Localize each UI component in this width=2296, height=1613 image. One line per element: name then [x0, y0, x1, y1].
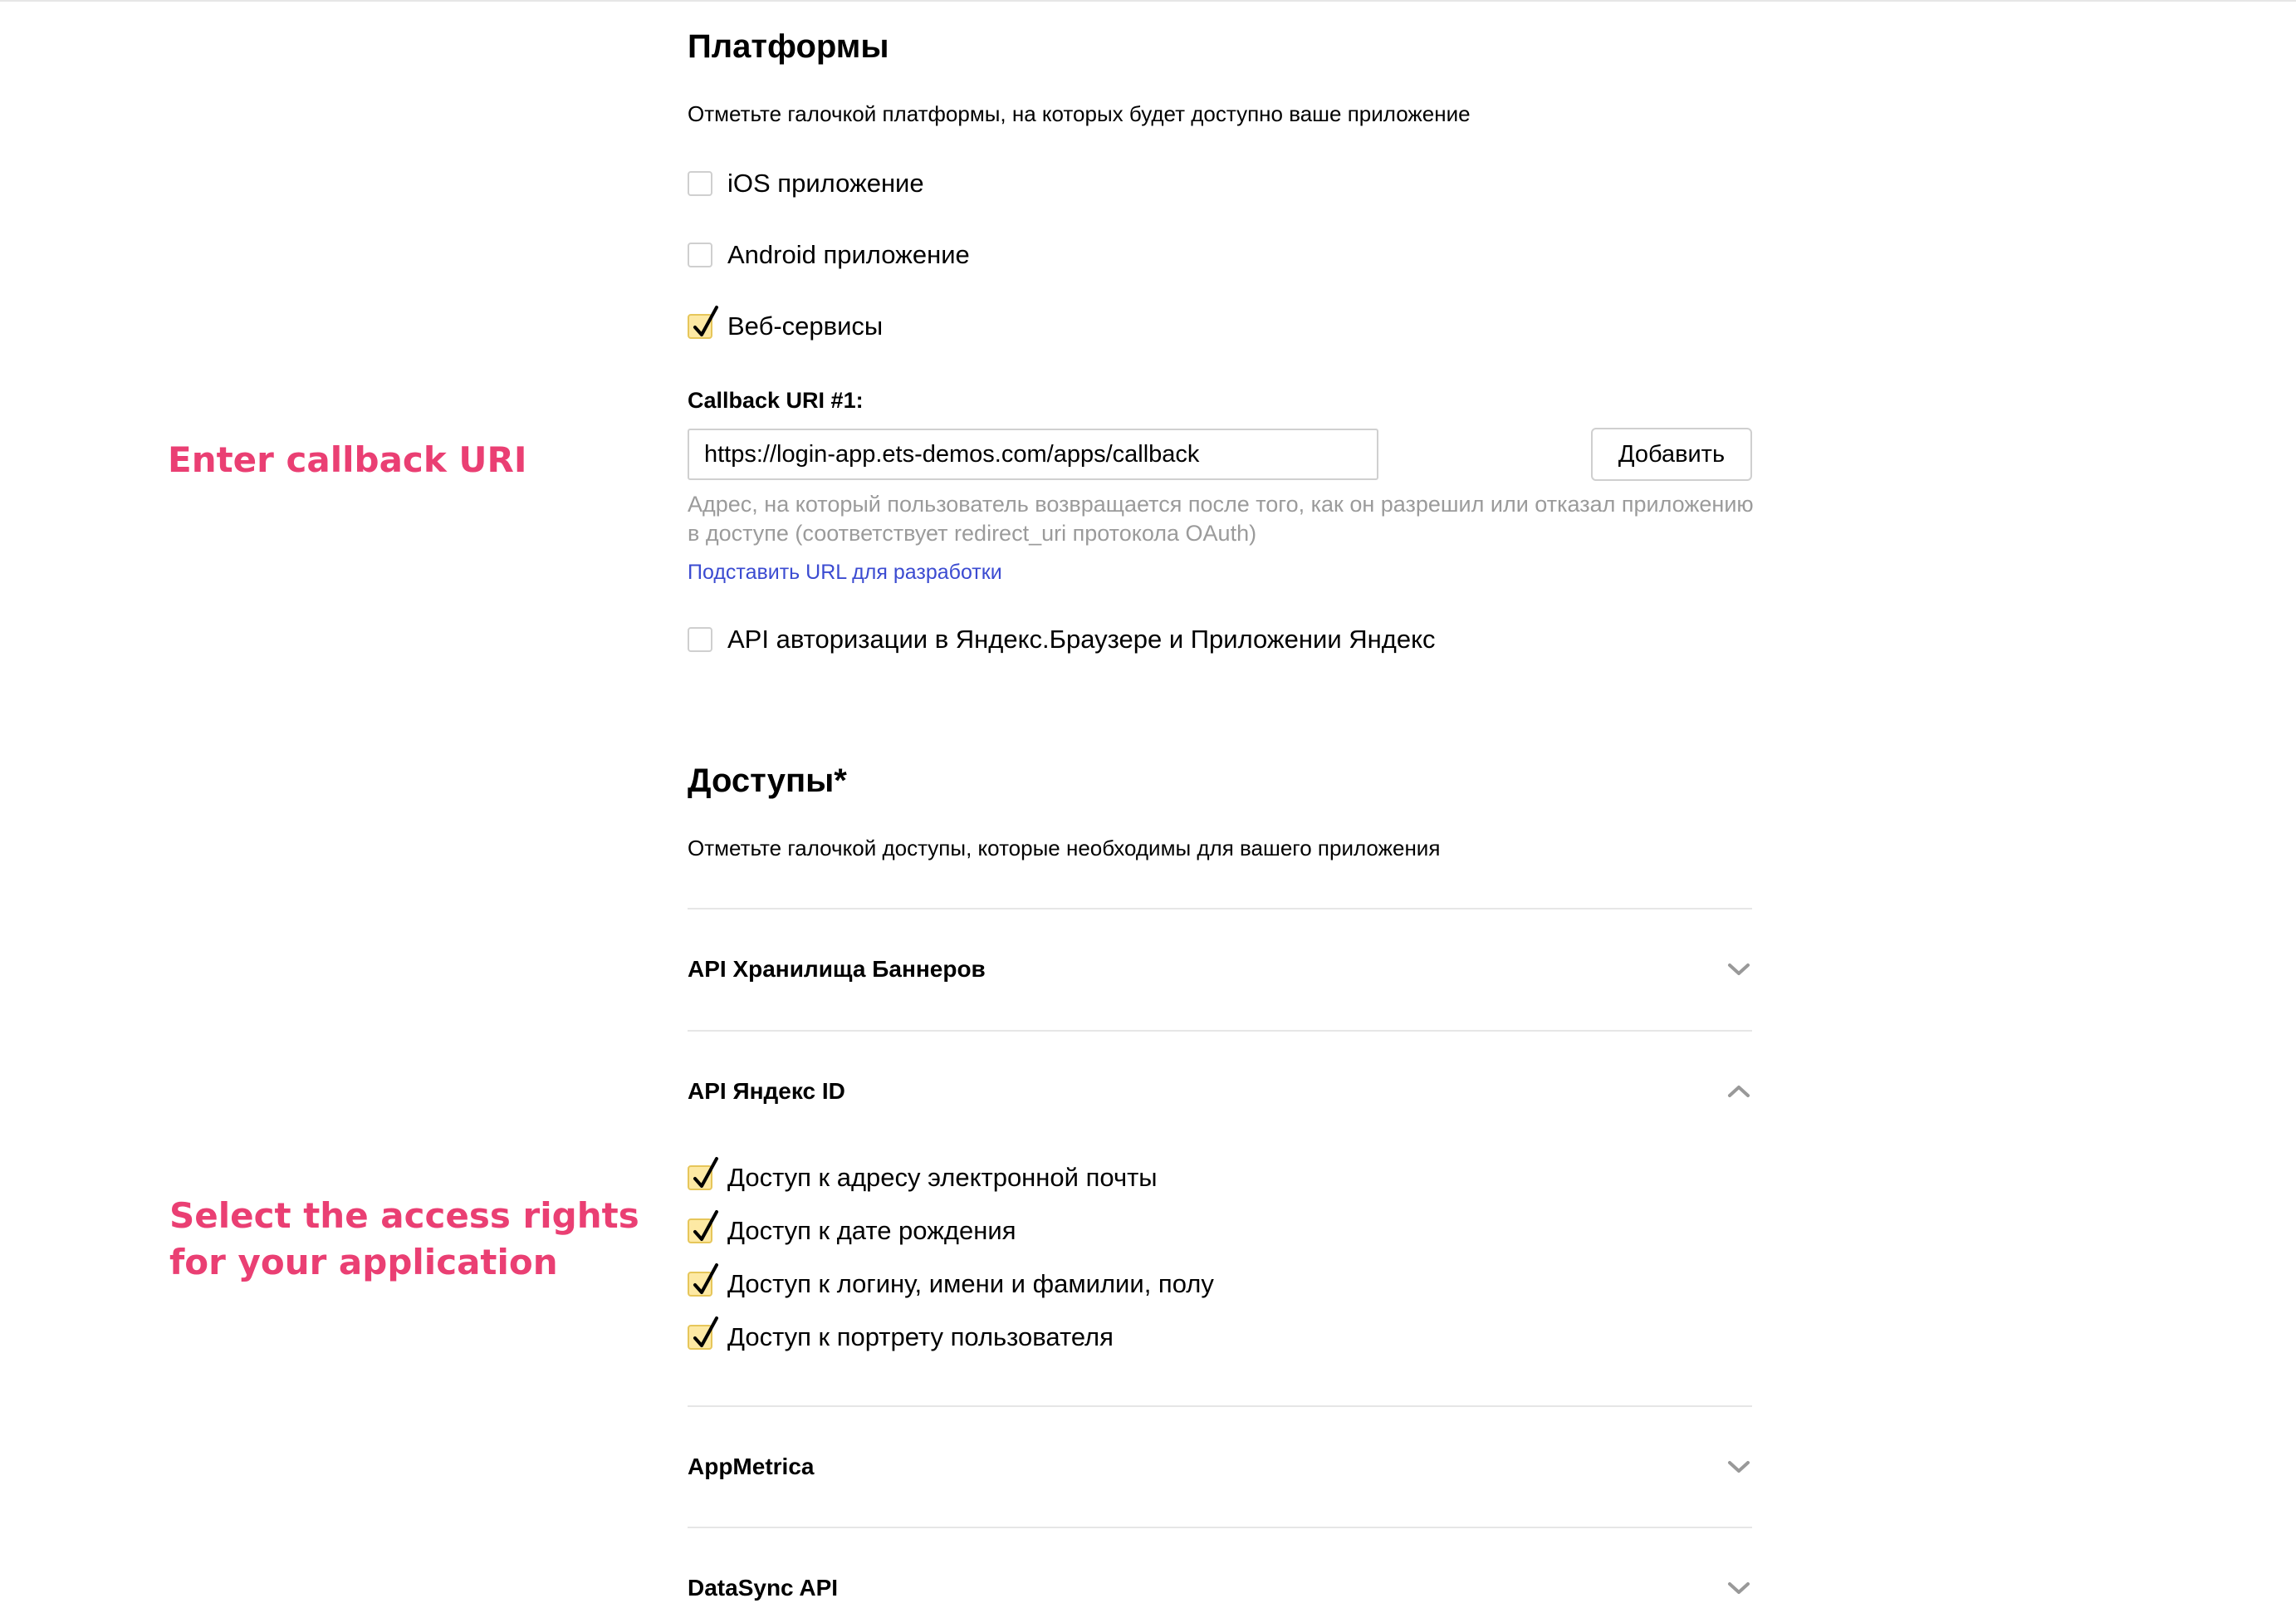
dev-url-link[interactable]: Подставить URL для разработки: [688, 561, 1002, 584]
platforms-title: Платформы: [688, 28, 889, 65]
checkmark-icon: [691, 1263, 719, 1297]
callback-uri-hint: Адрес, на который пользователь возвращается после того, как он разрешил или отказал приложению в доступе (соответствует redirect_uri протокола OAuth): [688, 492, 1754, 546]
checkbox[interactable]: [688, 627, 712, 652]
access-item-avatar[interactable]: [688, 1321, 1114, 1354]
checkbox-label: iOS приложение: [727, 169, 924, 198]
chevron-down-icon[interactable]: [1727, 1459, 1750, 1475]
accordion-appmetrica[interactable]: [688, 1442, 1752, 1492]
checkbox-checked[interactable]: [688, 1165, 712, 1190]
platform-option-web[interactable]: [688, 310, 883, 343]
checkmark-icon: [691, 1210, 719, 1243]
platform-option-android[interactable]: [688, 238, 970, 272]
callback-uri-label: Callback URI #1:: [688, 388, 864, 413]
checkbox[interactable]: [688, 243, 712, 267]
chevron-up-icon[interactable]: [1727, 1083, 1750, 1100]
access-annotation: Select the access rights for your application: [169, 1195, 639, 1282]
divider: [688, 1405, 1752, 1407]
divider: [688, 1030, 1752, 1032]
access-item-birthdate[interactable]: [688, 1214, 1016, 1248]
checkbox-checked[interactable]: [688, 314, 712, 339]
checkbox-label: Доступ к логину, имени и фамилии, полу: [727, 1269, 1214, 1298]
access-description: Отметьте галочкой доступы, которые необходимы для вашего приложения: [688, 836, 1441, 860]
chevron-down-icon[interactable]: [1727, 961, 1750, 978]
checkmark-icon: [691, 1316, 719, 1350]
callback-annotation: Enter callback URI: [168, 439, 527, 480]
access-item-login-name-gender[interactable]: [688, 1267, 1214, 1301]
checkbox-label: Веб-сервисы: [727, 311, 884, 341]
checkbox-label: API авторизации в Яндекс.Браузере и Приложении Яндекс: [727, 625, 1436, 654]
checkbox-label: Доступ к дате рождения: [727, 1216, 1016, 1245]
checkbox-checked[interactable]: [688, 1218, 712, 1243]
divider: [688, 1527, 1752, 1528]
callback-uri-input[interactable]: [688, 429, 1378, 480]
access-item-email[interactable]: [688, 1161, 1158, 1194]
checkbox-label: Доступ к адресу электронной почты: [727, 1163, 1158, 1192]
checkmark-icon: [691, 1157, 719, 1190]
checkmark-icon: [691, 306, 719, 339]
platform-option-ios[interactable]: [688, 167, 924, 200]
accordion-title: API Яндекс ID: [688, 1078, 845, 1104]
accordion-title: AppMetrica: [688, 1454, 815, 1479]
top-divider: [0, 0, 2296, 2]
checkbox-checked[interactable]: [688, 1325, 712, 1350]
browser-api-option[interactable]: [688, 623, 1436, 656]
add-callback-button[interactable]: Добавить: [1591, 428, 1752, 481]
chevron-down-icon[interactable]: [1727, 1580, 1750, 1596]
checkbox-label: Android приложение: [727, 240, 970, 269]
divider: [688, 908, 1752, 909]
accordion-yandex-id-api[interactable]: [688, 1066, 1752, 1116]
checkbox[interactable]: [688, 171, 712, 196]
accordion-datasync-api[interactable]: [688, 1563, 1752, 1613]
checkbox-label: Доступ к портрету пользователя: [727, 1322, 1114, 1351]
accordion-title: API Хранилища Баннеров: [688, 956, 986, 982]
platforms-description: Отметьте галочкой платформы, на которых будет доступно ваше приложение: [688, 101, 1471, 126]
checkbox-checked[interactable]: [688, 1272, 712, 1297]
accordion-title: DataSync API: [688, 1575, 839, 1601]
access-title: Доступы*: [688, 762, 847, 799]
accordion-banner-storage-api[interactable]: [688, 944, 1752, 994]
